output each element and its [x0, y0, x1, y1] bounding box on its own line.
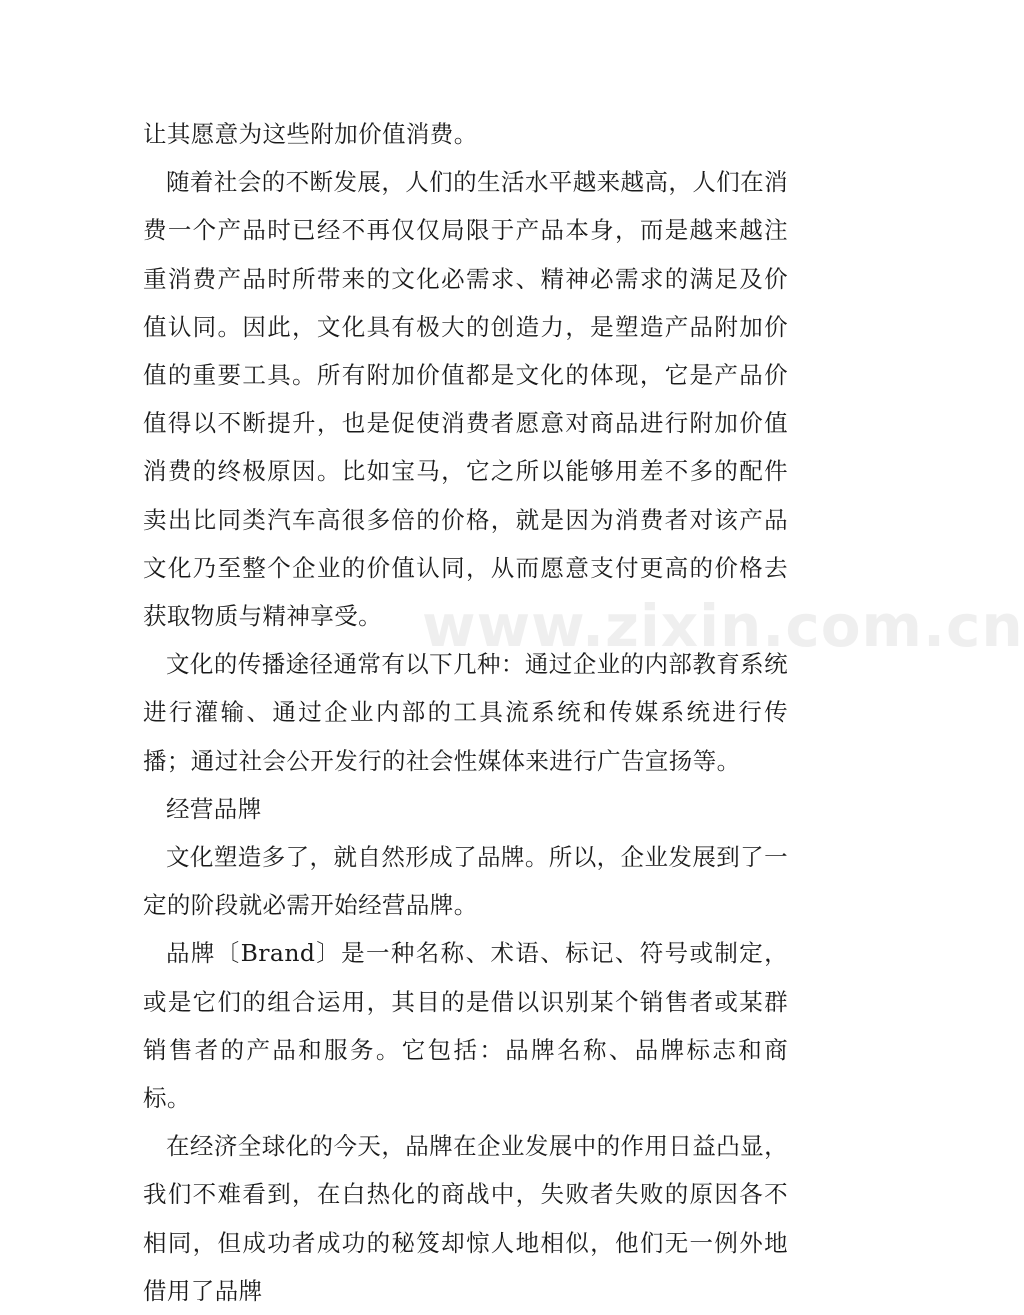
paragraph-7: 在经济全球化的今天，品牌在企业发展中的作用日益凸显，我们不难看到，在白热化的商战中，失败者失败的原因各不相同，但成功者成功的秘笈却惊人地相似，他们无一例外地借用了品牌 [143, 1132, 788, 1305]
paragraph-2: 随着社会的不断发展，人们的生活水平越来越高，人们在消费一个产品时已经不再仅仅局限于产品本身，而是越来越注重消费产品时所带来的文化必需求、精神必需求的满足及价值认同。因此，文化具有极大的创造力，是塑造产品附加价值的重要工具。所有附加价值都是文化的体现，它是产品价值得以不断提升，也是促使消费者愿意对商品进行附加价值消费的终极原因。比如宝马，它之所以能够用差不多的配件卖出比同类汽车高很多倍的价格，就是因为消费者对该产品文化乃至整个企业的价值认同，从而愿意支付更高的价格去获取物质与精神享受。 [143, 168, 788, 631]
document-body [143, 110, 788, 1315]
paragraph-1: 让其愿意为这些附加价值消费。 [143, 120, 478, 148]
watermark: www.zixin.com.cn [422, 592, 1024, 660]
paragraph-5: 文化塑造多了，就自然形成了品牌。所以，企业发展到了一定的阶段就必需开始经营品牌。 [143, 843, 788, 920]
paragraph-6: 品牌〔Brand〕是一种名称、术语、标记、符号或制定，或是它们的组合运用，其目的是借以识别某个销售者或某群销售者的产品和服务。它包括：品牌名称、品牌标志和商标。 [143, 939, 788, 1113]
section-heading: 经营品牌 [166, 794, 262, 823]
paragraph-3: 文化的传播途径通常有以下几种：通过企业的内部教育系统进行灌输、通过企业内部的工具流系统和传媒系统进行传播；通过社会公开发行的社会性媒体来进行广告宣扬等。 [143, 650, 788, 775]
